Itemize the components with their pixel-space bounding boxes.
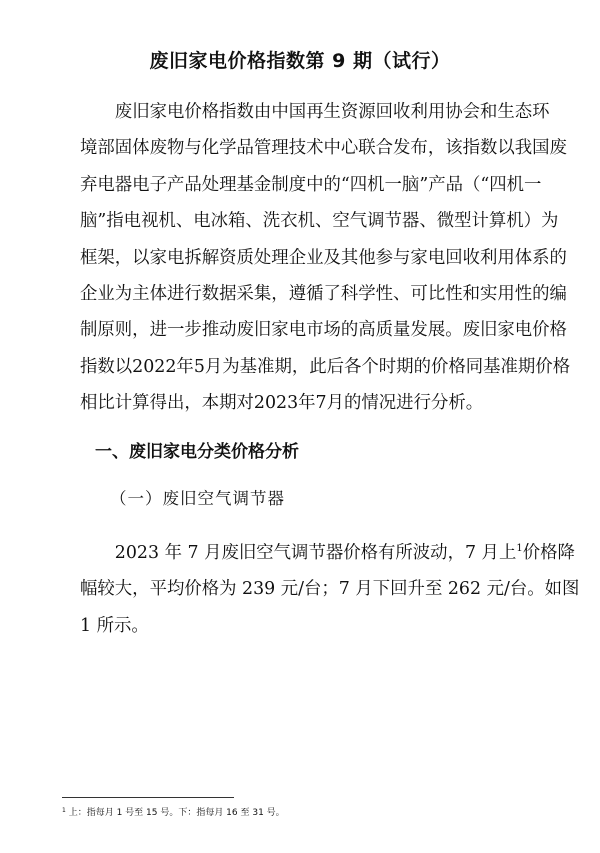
intro-line: 制原则，进一步推动废旧家电市场的高质量发展。废旧家电价格 (80, 320, 567, 341)
body-line: 幅较大，平均价格为 239 元/台；7 月下回升至 262 元/台。如图 (80, 579, 580, 600)
section-heading: 一、废旧家电分类价格分析 (95, 442, 299, 462)
footnote-reference[interactable]: 1 (516, 543, 523, 554)
intro-line: 脑”指电视机、电冰箱、洗衣机、空气调节器、微型计算机）为 (80, 211, 559, 232)
intro-line: 废旧家电价格指数由中国再生资源回收利用协会和生态环 (114, 102, 550, 122)
document-title: 废旧家电价格指数第 9 期（试行） (149, 50, 451, 72)
body-text: 价格降 (522, 543, 575, 563)
intro-paragraph (80, 94, 571, 422)
intro-line: 弃电器电子产品处理基金制度中的“四机一脑”产品（“四机一 (80, 174, 542, 195)
intro-line: 框架，以家电拆解资质处理企业及其他参与家电回收利用体系的 (80, 247, 567, 268)
footnote-text: 上：指每月 1 号至 15 号。下：指每月 16 至 31 号。 (68, 808, 285, 818)
intro-line: 企业为主体进行数据采集，遵循了科学性、可比性和实用性的编 (80, 284, 567, 305)
subsection-heading: （一）废旧空气调节器 (110, 489, 285, 508)
body-line: 1 所示。 (80, 615, 149, 636)
footnote (62, 805, 285, 818)
intro-line: 境部固体废物与化学品管理技术中心联合发布，该指数以我国废 (80, 138, 567, 159)
body-paragraph (80, 535, 580, 644)
footnote-marker: 1 (62, 807, 66, 814)
intro-line: 相比计算得出，本期对2023年7月的情况进行分析。 (80, 393, 484, 414)
intro-line: 指数以2022年5月为基准期，此后各个时期的价格同基准期价格 (80, 356, 571, 377)
body-line (80, 535, 575, 571)
footnote-divider (62, 797, 234, 798)
body-text: 2023 年 7 月废旧空气调节器价格有所波动，7 月上 (114, 543, 517, 563)
